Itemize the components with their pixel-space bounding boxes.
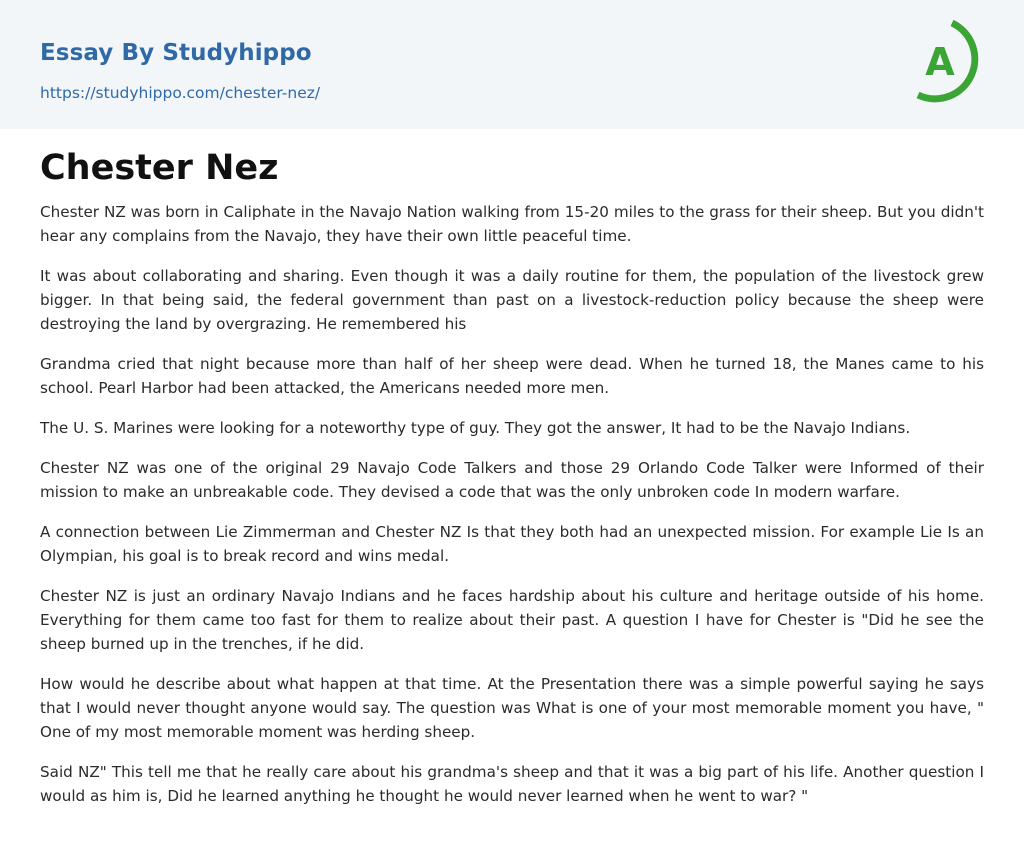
logo-letter: A	[925, 40, 955, 84]
essay-paragraph: The U. S. Marines were looking for a noteworthy type of guy. They got the answer, It had to be the Navajo Indians.	[40, 419, 911, 437]
essay-paragraph: A connection between Lie Zimmerman and Chester NZ Is that they both had an unexpected mission. For example Lie Is an Olympian, his goal is to break record and wins medal.	[40, 523, 984, 565]
essay-paragraph: Said NZ" This tell me that he really care about his grandma's sheep and that it was a big part of his life. Another question I would as him is, Did he learned anything he thought he would never learned when he went to war? "	[40, 763, 984, 805]
essay-title: Chester Nez	[40, 148, 279, 188]
essay-paragraph: Chester NZ was one of the original 29 Navajo Code Talkers and those 29 Orlando Code Talker were Informed of their mission to make an unbreakable code. They devised a code that was the only unbroken code In modern warfare.	[40, 459, 984, 501]
page-header	[0, 0, 1024, 129]
essay-paragraph: How would he describe about what happen at that time. At the Presentation there was a simple powerful saying he says that I would never thought anyone would say. The question was What is one of your most memorable moment you have, " One of my most memorable moment was herding sheep.	[40, 675, 984, 741]
essay-body	[40, 200, 984, 824]
source-url-link[interactable]: https://studyhippo.com/chester-nez/	[40, 84, 321, 102]
essay-paragraph: Chester NZ was born in Caliphate in the Navajo Nation walking from 15-20 miles to the grass for their sheep. But you didn't hear any complains from the Navajo, they have their own little peaceful time.	[40, 203, 984, 245]
essay-paragraph: It was about collaborating and sharing. Even though it was a daily routine for them, the population of the livestock grew bigger. In that being said, the federal government than past on a livestock-reduction policy because the sheep were destroying the land by overgrazing. He remembered his	[40, 267, 984, 333]
site-brand[interactable]: Essay By Studyhippo	[40, 40, 312, 66]
essay-paragraph: Chester NZ is just an ordinary Navajo Indians and he faces hardship about his culture and heritage outside of his home. Everything for them came too fast for them to realize about their past. A question I have for Chester is "Did he see the sheep burned up in the trenches, if he did.	[40, 587, 984, 653]
essay-paragraph: Grandma cried that night because more than half of her sheep were dead. When he turned 18, the Manes came to his school. Pearl Harbor had been attacked, the Americans needed more men.	[40, 355, 984, 397]
studyhippo-logo-icon[interactable]	[912, 19, 986, 105]
